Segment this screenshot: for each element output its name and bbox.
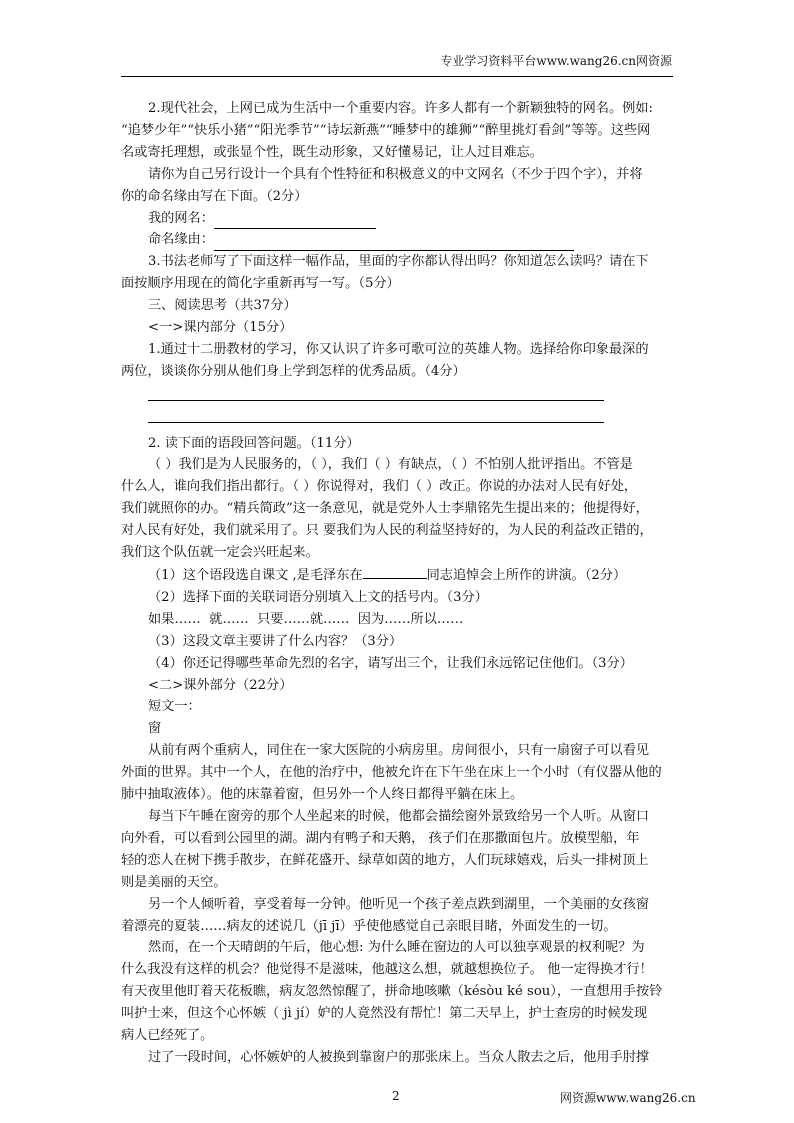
- sub-question-4: （4）你还记得哪些革命先烈的名字，请写出三个，让我们永远铭记住他们。（3分）: [148, 655, 633, 671]
- my-name-label: 我的网名：: [148, 210, 214, 226]
- sub-question-1-b: 同志追悼会上所作的讲演。（2分）: [426, 568, 627, 583]
- story-line: 过了一段时间，心怀嫉妒的人被换到靠窗户的那张床上。当众人散去之后，他用手肘撑: [148, 1049, 650, 1065]
- q2-reading-title: 2. 读下面的语段回答问题。（11分）: [148, 435, 360, 451]
- q2-text: 你的命名缘由写在下面。（2分）: [121, 188, 308, 204]
- story-line: 然而，在一个天晴朗的午后，他心想: 为什么睡在窗边的人可以独享观景的权利呢？为: [148, 940, 645, 956]
- sub-question-3: （3）这段文章主要讲了什么内容？（3分）: [148, 633, 403, 649]
- sub-question-2: （2）选择下面的关联词语分别填入上文的括号内。（3分）: [148, 589, 488, 605]
- story-line: 每当下午睡在窗旁的那个人坐起来的时候，他都会描绘窗外景致给另一个人听。从窗口: [148, 808, 650, 824]
- header-rule: [121, 76, 673, 77]
- story-line: 有天夜里他盯着天花板瞧，病友忽然惊醒了，拼命地咳嗽（késòu ké sou），一直想用手按铃: [121, 984, 663, 1000]
- sub-question-1-a: （1）这个语段选自课文 ,是毛泽东在: [148, 568, 363, 583]
- story-line: 什么我没有这样的机会？他觉得不是滋味，他越这么想，就越想换位子。 他一定得换才行！: [121, 962, 653, 978]
- story-line: 着漂亮的夏装……病友的述说几（jī jī）乎使他感觉自己亲眼目睹，外面发生的一切。: [121, 918, 617, 934]
- story-line: 外面的世界。其中一个人，在他的治疗中，他被允许在下午坐在床上一个小时（有仪器从他的: [121, 765, 662, 781]
- answer-line[interactable]: [148, 383, 604, 405]
- q1-text: 1.通过十二册教材的学习，你又认识了许多可歌可泣的英雄人物。选择给你印象最深的: [148, 341, 649, 357]
- passage-line: 对人民有好处，我们就采用了。只 要我们为人民的利益坚持好的，为人民的利益改正错的，: [121, 523, 653, 539]
- q2-text: “追梦少年”“快乐小猪”“阳光季节”“诗坛新燕”“睡梦中的雄狮”“醉里挑灯看剑”等等。这些网: [121, 122, 651, 138]
- passage-line: 什么人，谁向我们指出都行。（ ）你说得对，我们（ ）改正。你说的办法对人民有好处，: [121, 479, 638, 495]
- conjunction-options: 如果…… 就…… 只要……就…… 因为……所以……: [148, 611, 464, 627]
- story-line: 向外看，可以看到公园里的湖。湖内有鸭子和天鹅， 孩子们在那撒面包片。放模型船，年: [121, 830, 640, 846]
- story-label: 短文一：: [148, 699, 201, 715]
- q2-text: 请你为自己另行设计一个具有个性特征和积极意义的中文网名（不少于四个字），并将: [148, 166, 643, 182]
- my-name-blank[interactable]: [214, 214, 376, 229]
- q2-text: 2.现代社会，上网已成为生活中一个重要内容。许多人都有一个新颖独特的网名。例如:: [148, 101, 653, 116]
- story-line: 病人已经死了。: [121, 1028, 214, 1044]
- reason-row: [121, 229, 673, 251]
- speech-fill-blank[interactable]: [363, 564, 427, 579]
- story-title: 窗: [148, 721, 162, 737]
- answer-line[interactable]: [148, 405, 604, 427]
- story-line: 轻的恋人在树下携手散步，在鲜花盛开、绿草如茵的地方，人们玩球嬉戏，后头一排树顶上: [121, 852, 649, 868]
- q2-text: 名或寄托理想，或张显个性，既生动形象，又好懂易记，让人过目难忘。: [121, 144, 543, 160]
- passage-line: 我们这个队伍就一定会兴旺起来。: [121, 545, 319, 561]
- footer-site: 网资源www.wang26.cn: [560, 1091, 696, 1105]
- passage-line: 我们就照你的办。“精兵简政”这一条意见，就是党外人士李鼎铭先生提出来的；他提得好，: [121, 501, 649, 517]
- page-header: 专业学习资料平台www.wang26.cn网资源: [440, 54, 672, 68]
- part-title: <二>课外部分（22分）: [148, 677, 293, 693]
- document-body: [121, 98, 673, 1069]
- reason-blank[interactable]: [214, 236, 574, 251]
- my-name-row: [121, 208, 673, 230]
- sub-question-1: [121, 564, 673, 587]
- page-number: 2: [392, 1089, 400, 1103]
- section-title: 三、阅读思考（共37分）: [148, 298, 297, 314]
- story-line: 从前有两个重病人，同住在一家大医院的小病房里。房间很小，只有一扇窗子可以看见: [148, 743, 650, 759]
- story-line: 肺中抽取液体）。他的床靠着窗，但另外一个人终日都得平躺在床上。: [121, 787, 524, 803]
- q1-text: 两位，谈谈你分别从他们身上学到怎样的优秀品质。（4分）: [121, 363, 466, 379]
- story-line: 叫护士来，但这个心怀嫉（ jì jí）妒的人竟然没有帮忙！第二天早上，护士查房的时候发现: [121, 1006, 648, 1022]
- story-line: 另一个人倾听着，享受着每一分钟。他听见一个孩子差点跌到湖里，一个美丽的女孩窗: [148, 896, 650, 912]
- part-title: <一>课内部分（15分）: [148, 320, 293, 336]
- story-line: 则是美丽的天空。: [121, 874, 227, 890]
- passage-line: （ ）我们是为人民服务的，（ ），我们（ ）有缺点，（ ）不怕别人批评指出。不管是: [148, 457, 633, 473]
- reason-label: 命名缘由：: [148, 232, 214, 248]
- q3-text: 面按顺序用现在的简化字重新再写一写。（5分）: [121, 276, 400, 292]
- q3-text: 3.书法老师写了下面这样一幅作品，里面的字你都认得出吗？你知道怎么读吗？请在下: [148, 254, 649, 270]
